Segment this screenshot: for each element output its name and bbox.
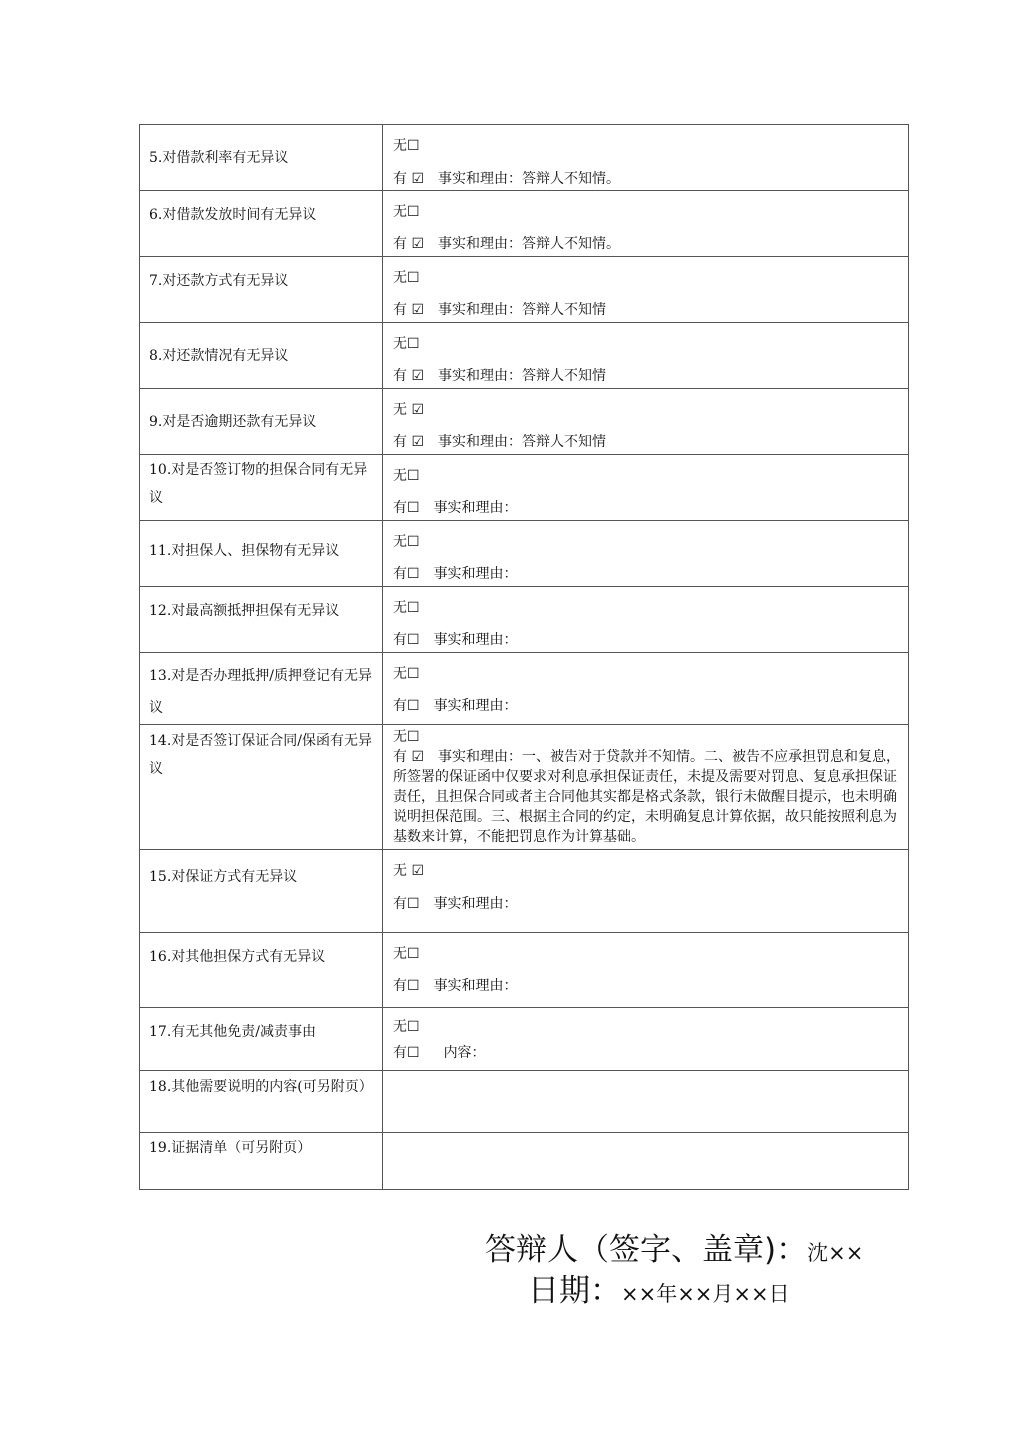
reason-label: 内容： <box>443 1045 486 1061</box>
option-yes[interactable]: 有 ☑ <box>393 749 425 765</box>
option-no[interactable]: 无☐ <box>393 946 420 962</box>
option-yes-line <box>393 498 900 518</box>
option-no[interactable]: 无☐ <box>393 468 420 484</box>
option-no[interactable]: 无☐ <box>393 138 420 154</box>
answer-cell <box>383 125 909 191</box>
reason-text: 答辩人不知情。 <box>522 171 621 187</box>
question-cell: 13.对是否办理抵押/质押登记有无异议 <box>140 653 383 725</box>
reason-label: 事实和理由： <box>438 434 523 450</box>
answer-cell[interactable] <box>383 1133 909 1190</box>
answer-cell <box>383 521 909 587</box>
option-yes-line <box>393 564 900 584</box>
option-yes[interactable]: 有☐ <box>393 566 420 582</box>
question-cell: 15.对保证方式有无异议 <box>140 850 383 933</box>
table-row <box>140 587 909 653</box>
option-yes-line <box>393 366 900 386</box>
option-yes-line <box>393 1043 900 1063</box>
reason-text: 答辩人不知情 <box>522 302 607 318</box>
signature-name: 沈×× <box>807 1241 864 1265</box>
option-yes-line <box>393 300 900 320</box>
answer-cell <box>383 587 909 653</box>
option-yes-line <box>393 696 900 716</box>
table-row <box>140 850 909 933</box>
option-no[interactable]: 无 ☑ <box>393 863 425 879</box>
signature-label: 答辩人（签字、盖章)： <box>485 1232 808 1268</box>
answer-cell <box>383 850 909 933</box>
reason-text: 答辩人不知情 <box>522 368 607 384</box>
option-yes[interactable]: 有 ☑ <box>393 368 425 384</box>
reason-label: 事实和理由： <box>433 566 518 582</box>
option-no[interactable]: 无☐ <box>393 270 420 286</box>
option-yes[interactable]: 有☐ <box>393 978 420 994</box>
table-row <box>140 323 909 389</box>
table-row <box>140 1071 909 1133</box>
question-cell: 11.对担保人、担保物有无异议 <box>140 521 383 587</box>
reason-label: 事实和理由： <box>433 698 518 714</box>
question-cell: 9.对是否逾期还款有无异议 <box>140 389 383 455</box>
reason-text: 一、被告对于贷款并不知情。二、被告不应承担罚息和复息，所签署的保证函中仅要求对利息承担保证责任，未提及需要对罚息、复息承担保证责任，且担保合同或者主合同他其实都是格式条款，银行未做醒目提示，也未明确说明担保范围。三、根据主合同的约定，未明确复息计算依据，故只能按照利息为基数来计算，不能把罚息作为计算基础。 <box>393 749 901 845</box>
answer-cell <box>383 191 909 257</box>
answer-cell <box>383 323 909 389</box>
option-yes-line <box>393 976 900 996</box>
table-row <box>140 257 909 323</box>
date-value: ××年××月××日 <box>621 1282 790 1306</box>
option-no[interactable]: 无☐ <box>393 729 420 745</box>
option-yes-line <box>393 894 900 914</box>
answer-cell <box>383 1008 909 1071</box>
signature-line <box>485 1224 863 1269</box>
table-row <box>140 521 909 587</box>
answer-cell <box>383 389 909 455</box>
answer-cell <box>383 455 909 521</box>
table-row <box>140 933 909 1008</box>
option-yes[interactable]: 有 ☑ <box>393 236 425 252</box>
reason-label: 事实和理由： <box>433 500 518 516</box>
option-no[interactable]: 无☐ <box>393 1019 420 1035</box>
option-yes[interactable]: 有 ☑ <box>393 434 425 450</box>
option-yes[interactable]: 有☐ <box>393 698 420 714</box>
table-row <box>140 653 909 725</box>
option-no[interactable]: 无☐ <box>393 204 420 220</box>
table-row <box>140 1133 909 1190</box>
question-cell: 14.对是否签订保证合同/保函有无异议 <box>140 725 383 850</box>
question-cell: 5.对借款利率有无异议 <box>140 125 383 191</box>
question-cell: 10.对是否签订物的担保合同有无异议 <box>140 455 383 521</box>
reason-label: 事实和理由： <box>438 236 523 252</box>
option-yes-line <box>393 234 900 254</box>
option-yes[interactable]: 有☐ <box>393 896 420 912</box>
date-line <box>528 1265 790 1310</box>
question-cell: 8.对还款情况有无异议 <box>140 323 383 389</box>
answer-cell[interactable] <box>383 1071 909 1133</box>
reason-label: 事实和理由： <box>438 171 523 187</box>
table-row <box>140 725 909 850</box>
option-yes-line <box>393 169 900 189</box>
reason-text: 答辩人不知情 <box>522 434 607 450</box>
option-yes[interactable]: 有☐ <box>393 500 420 516</box>
option-no[interactable]: 无☐ <box>393 600 420 616</box>
question-cell: 19.证据清单（可另附页） <box>140 1133 383 1190</box>
option-no[interactable]: 无☐ <box>393 534 420 550</box>
question-cell: 17.有无其他免责/减责事由 <box>140 1008 383 1071</box>
table-row <box>140 125 909 191</box>
question-cell: 16.对其他担保方式有无异议 <box>140 933 383 1008</box>
option-no[interactable]: 无☐ <box>393 336 420 352</box>
option-yes[interactable]: 有☐ <box>393 632 420 648</box>
option-no[interactable]: 无☐ <box>393 666 420 682</box>
reason-label: 事实和理由： <box>433 978 518 994</box>
reason-label: 事实和理由： <box>438 368 523 384</box>
option-yes[interactable]: 有 ☑ <box>393 302 425 318</box>
answer-cell <box>383 257 909 323</box>
option-yes-line <box>393 747 900 847</box>
answer-cell <box>383 653 909 725</box>
option-yes[interactable]: 有☐ <box>393 1045 420 1061</box>
defense-form-table <box>139 124 909 1190</box>
question-cell: 6.对借款发放时间有无异议 <box>140 191 383 257</box>
question-cell: 7.对还款方式有无异议 <box>140 257 383 323</box>
reason-text: 答辩人不知情。 <box>522 236 621 252</box>
reason-label: 事实和理由： <box>433 896 518 912</box>
question-cell: 12.对最高额抵押担保有无异议 <box>140 587 383 653</box>
option-yes-line <box>393 432 900 452</box>
option-no[interactable]: 无 ☑ <box>393 402 425 418</box>
option-yes[interactable]: 有 ☑ <box>393 171 425 187</box>
table-row <box>140 455 909 521</box>
date-label: 日期： <box>528 1273 621 1309</box>
table-row <box>140 1008 909 1071</box>
table-row <box>140 389 909 455</box>
reason-label: 事实和理由： <box>433 632 518 648</box>
table-row <box>140 191 909 257</box>
answer-cell <box>383 933 909 1008</box>
reason-label: 事实和理由： <box>438 749 523 765</box>
answer-cell <box>383 725 909 850</box>
reason-label: 事实和理由： <box>438 302 523 318</box>
question-cell: 18.其他需要说明的内容(可另附页） <box>140 1071 383 1133</box>
option-yes-line <box>393 630 900 650</box>
